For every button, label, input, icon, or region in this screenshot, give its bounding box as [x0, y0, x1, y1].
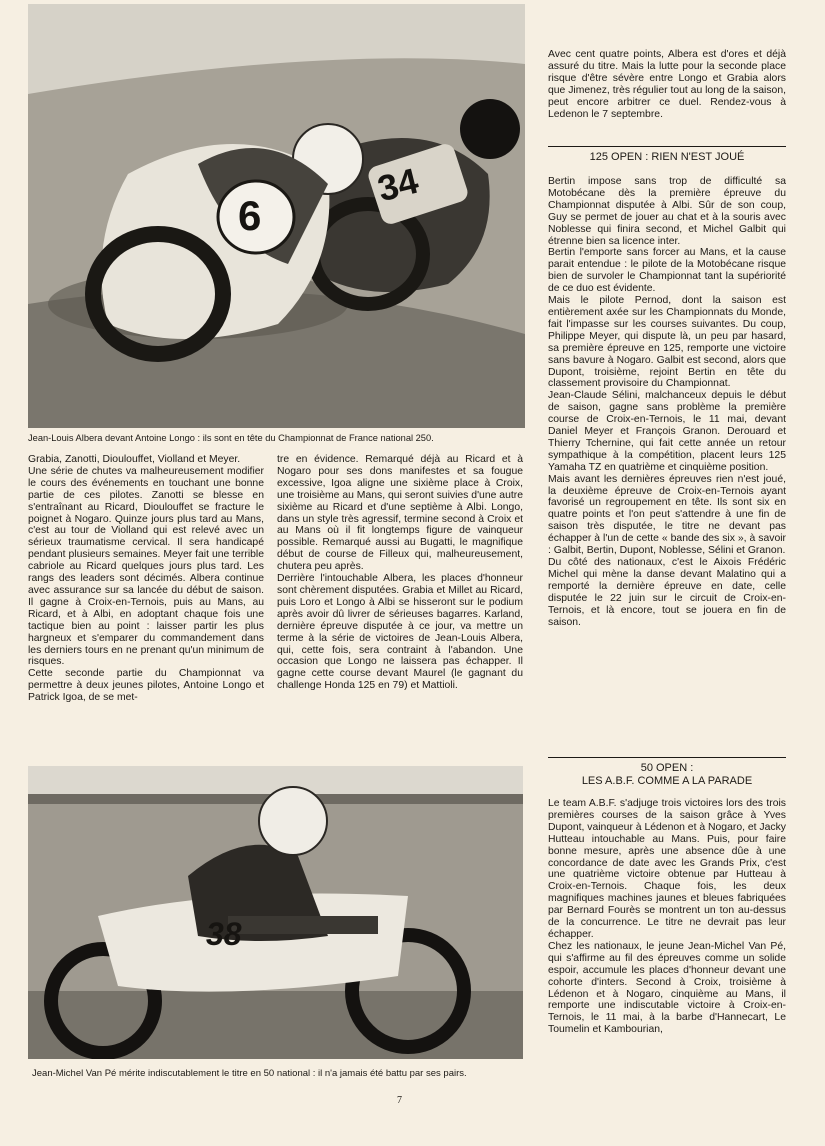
section-heading-50-line-1: 50 OPEN : [640, 762, 694, 774]
paragraph: Mais le pilote Pernod, dont la saison est entièrement axée sur les Championnats du Monde, fait l'impasse sur les courses suivantes. Du coup, Philippe Meyer, qui dispute là, un peu par hasard, sa première épreuve en 125, remporte une victoire sans bavure à Nogaro. Galbit est second, alors que Dupont, troisième, rejoint Bertin en tête du classement provisoire du Championnat. [548, 295, 786, 390]
paragraph: Grabia, Zanotti, Dioulouffet, Violland et Meyer. [28, 454, 241, 465]
paragraph: Mais avant les dernières épreuves rien n'est joué, la deuxième épreuve de Croix-en-Ternois ayant favorisé un regroupement en tête. Ils sont six en quatre points et l'on peut s'attendre à une fin de saison très disputée, le titre ne devant pas échapper à l'un de cette « bande des six », à savoir : Galbit, Bertin, Dupont, Noblesse, Sélini et Granon. [548, 473, 786, 557]
section-heading-50-open [548, 757, 786, 788]
article-column-2 [277, 454, 523, 692]
section-heading-125-open: 125 OPEN : RIEN N'EST JOUÉ [548, 146, 786, 164]
photo-top-race [28, 4, 525, 428]
race-number-6: 6 [238, 192, 262, 239]
photo-bottom-caption: Jean-Michel Van Pé mérite indiscutablement le titre en 50 national : il n'a jamais été battu par ses pairs. [32, 1068, 467, 1079]
section-heading-50-line-2: LES A.B.F. COMME A LA PARADE [581, 775, 753, 787]
paragraph: Bertin l'emporte sans forcer au Mans, et la cause parait entendue : le pilote de la Motobécane risque bien de survoler le Championnat tant la supériorité de ce duo est évidente. [548, 247, 786, 295]
page-number: 7 [397, 1095, 402, 1106]
paragraph: Le team A.B.F. s'adjuge trois victoires lors des trois premières courses de la saison grâce à Yves Dupont, vainqueur à Lédenon et à Nogaro, et Jacky Hutteau intouchable au Mans. Puis, pour faire bonne mesure, après une absence dûe à une concordance de date avec les Grands Prix, c'est une quatrième victoire obtenue par Hutteau à Croix-en-Ternois. Chaque fois, les deux magnifiques machines jaunes et bleues fabriquées par Bernard Fourès se montrent un ton au-dessus de la concurrence. Le titre ne devrait pas leur échapper. [548, 798, 786, 940]
photo-bottom-race [28, 766, 523, 1059]
paragraph: Bertin impose sans trop de difficulté sa Motobécane dès la première épreuve du Championnat disputée à Albi. Sûr de son coup, Guy se permet de jouer au chat et à la souris avec Noblesse qui finira second, et Michel Galbit qui étrenne bien sa licence inter. [548, 176, 786, 247]
article-column-3-intro [548, 49, 786, 120]
paragraph: Derrière l'intouchable Albera, les places d'honneur sont chèrement disputées. Grabia et Millet au Ricard, puis Loro et Longo à Albi se hisseront sur le podium après avoir dû livrer de sérieuses bagarres. Karland, dernière épreuve disputée à ce jour, va mettre un terme à la série de victoires de Jean-Louis Albera, qui, cette fois, sera contraint à l'abandon. Une occasion que Longo ne laissera pas échapper. Il gagne cette course devant Maurel (le gagnant du challenge Honda 125 en 79) et Mattioli. [277, 573, 523, 692]
paragraph: Avec cent quatre points, Albera est d'ores et déjà assuré du titre. Mais la lutte pour la seconde place risque d'être sévère entre Longo et Grabia alors que Jimenez, très régulier tout au long de la saison, peut encore arbitrer ce duel. Rendez-vous à Ledenon le 7 septembre. [548, 49, 786, 120]
paragraph: tre en évidence. Remarqué déjà au Ricard et à Nogaro pour ses dons manifestes et sa fougue excessive, Igoa aligne une sixième place à Croix, une troisième au Mans, qui seront suivies d'une autre sixième au Ricard et d'une septième à Albi. Longo, dans un style très agressif, termine second à Croix et au Mans où il fit longtemps figure de vainqueur possible. Remarqué aussi au Bugatti, le magnifique début de course de Filleux qui, malheureusement, chutera peu après. [277, 454, 523, 573]
article-column-3-125 [548, 176, 786, 628]
paragraph: Chez les nationaux, le jeune Jean-Michel Van Pé, qui s'affirme au fil des épreuves comme un solide espoir, accumule les places d'honneur devant une cohorte d'inters. Second à Croix, troisième à Lédenon et à Nogaro, cinquième au Mans, il remporte une indiscutable victoire à Croix-en-Ternois, le 11 mai, à la barbe d'Hannecart, Le Toumelin et Kambourian, [548, 940, 786, 1036]
article-column-3-50 [548, 798, 786, 1036]
article-column-1 [28, 454, 264, 704]
race-number-38: 38 [206, 916, 242, 952]
paragraph: Du côté des nationaux, c'est le Aixois Frédéric Michel qui mène la danse devant Malatino qui a remporté la dernière épreuve en date, celle disputée le 22 juin sur le circuit de Croix-en-Ternois, et là encore, tout se jouera en fin de saison. [548, 557, 786, 628]
photo-top-illustration [28, 4, 525, 428]
photo-bottom-illustration [28, 766, 523, 1059]
paragraph: Jean-Claude Sélini, malchanceux depuis le début de saison, gagne sans problème la première course de Croix-en-Ternois, le 11 mai, devant Daniel Meyer et François Granon. Derouard et Thierry Tchernine, qui fait cette année un retour sympathique à la compétition, placent leurs 125 Yamaha TZ en quatrième et cinquième position. [548, 390, 786, 473]
race-number-34: 34 [373, 159, 423, 210]
paragraph: Cette seconde partie du Championnat va permettre à deux jeunes pilotes, Antoine Longo et Patrick Igoa, de se met- [28, 668, 264, 704]
paragraph: Une série de chutes va malheureusement modifier le cours des événements en touchant une bonne partie de ces pilotes. Zanotti se blesse en s'entraînant au Ricard, Dioulouffet se fracture le poignet à Nogaro. Quinze jours plus tard au Mans, c'est au tour de Violland qui est relevé avec un sérieux traumatisme cervical. Il sera handicapé pendant plusieurs semaines. Meyer fait une terrible cabriole au Ricard quelques jours plus tard. Les rangs des leaders sont décimés. Albera continue avec assurance sur sa lancée du début de saison. Il gagne à Croix-en-Ternois, puis au Mans, au Ricard, et à Albi, en adoptant chaque fois une tactique bien au point : laisser partir les plus hargneux et s'emparer du commandement dans les derniers tours en ne prenant qu'un minimum de risques. [28, 465, 264, 668]
photo-top-caption: Jean-Louis Albera devant Antoine Longo : ils sont en tête du Championnat de France national 250. [28, 433, 434, 443]
